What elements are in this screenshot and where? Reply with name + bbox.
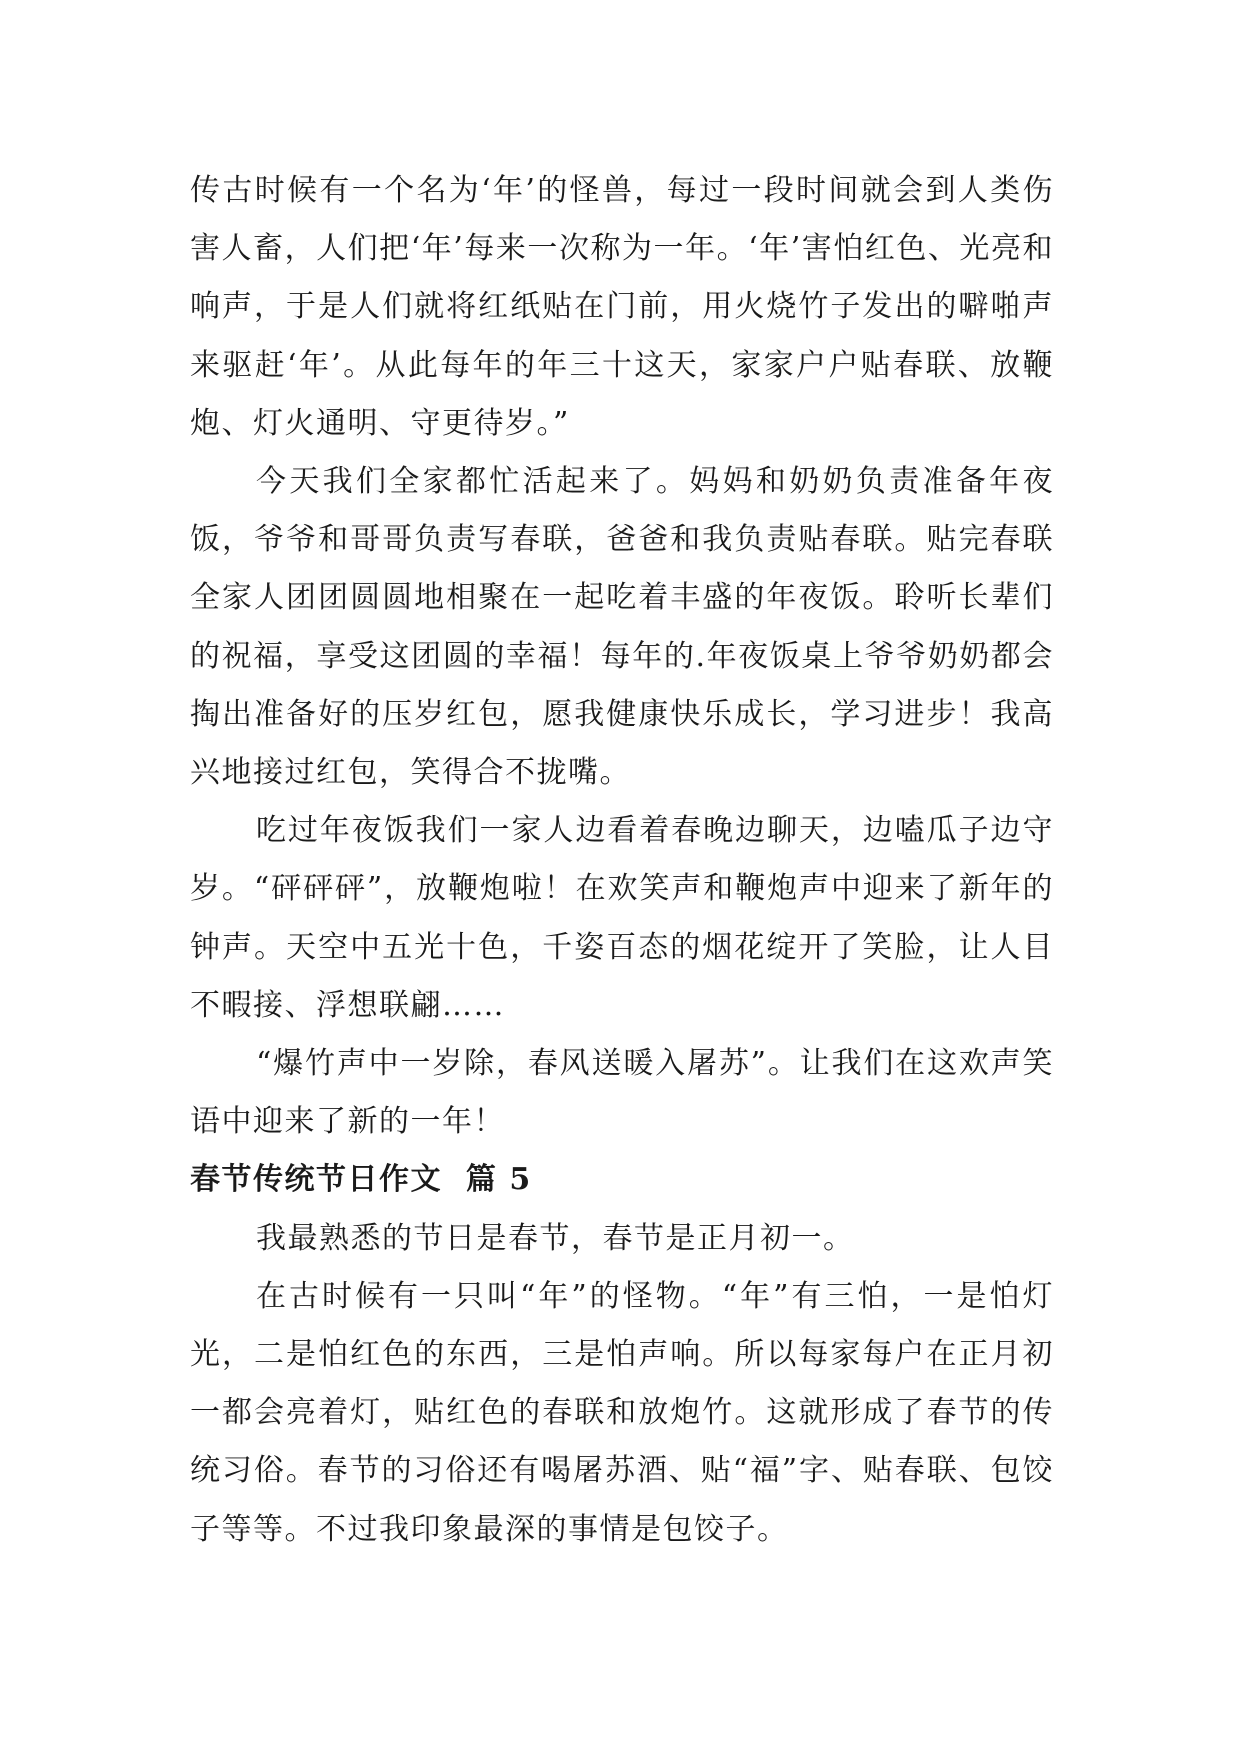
paragraph-poem-quote: “爆竹声中一岁除，春风送暖入屠苏”。让我们在这欢声笑语中迎来了新的一年！ bbox=[190, 1046, 1054, 1140]
paragraph-customs: 在古时候有一只叫“年”的怪物。“年”有三怕，一是怕灯光，二是怕红色的东西，三是怕声响。所以每家每户在正月初一都会亮着灯，贴红色的春联和放炮竹。这就形成了春节的传统习俗。春节的习俗还有喝屠苏酒、贴“福”字、贴春联、包饺子等等。不过我印象最深的事情是包饺子。 bbox=[190, 1278, 1054, 1547]
paragraph-new-year-eve: 吃过年夜饭我们一家人边看着春晚边聊天，边嗑瓜子边守岁。“砰砰砰”，放鞭炮啦！在欢笑声和鞭炮声中迎来了新年的钟声。天空中五光十色，千姿百态的烟花绽开了笑脸，让人目不暇接、浮想联翩…… bbox=[190, 813, 1054, 1023]
paragraph-family-preparations: 今天我们全家都忙活起来了。妈妈和奶奶负责准备年夜饭，爷爷和哥哥负责写春联，爸爸和我负责贴春联。贴完春联全家人团团圆圆地相聚在一起吃着丰盛的年夜饭。聆听长辈们的祝福，享受这团圆的幸福！每年的.年夜饭桌上爷爷奶奶都会掏出准备好的压岁红包，愿我健康快乐成长，学习进步！我高兴地接过红包，笑得合不拢嘴。 bbox=[190, 464, 1054, 791]
document-body bbox=[190, 162, 1054, 1559]
section-heading: 春节传统节日作文 篇 5 bbox=[190, 1162, 532, 1198]
paragraph-favorite-festival: 我最熟悉的节日是春节，春节是正月初一。 bbox=[256, 1220, 855, 1256]
paragraph-nian-legend: 传古时候有一个名为‘年’的怪兽，每过一段时间就会到人类伤害人畜，人们把‘年’每来一次称为一年。‘年’害怕红色、光亮和响声，于是人们就将红纸贴在门前，用火烧竹子发出的噼啪声来驱赶‘年’。从此每年的年三十这天，家家户户贴春联、放鞭炮、灯火通明、守更待岁。” bbox=[190, 173, 1054, 441]
